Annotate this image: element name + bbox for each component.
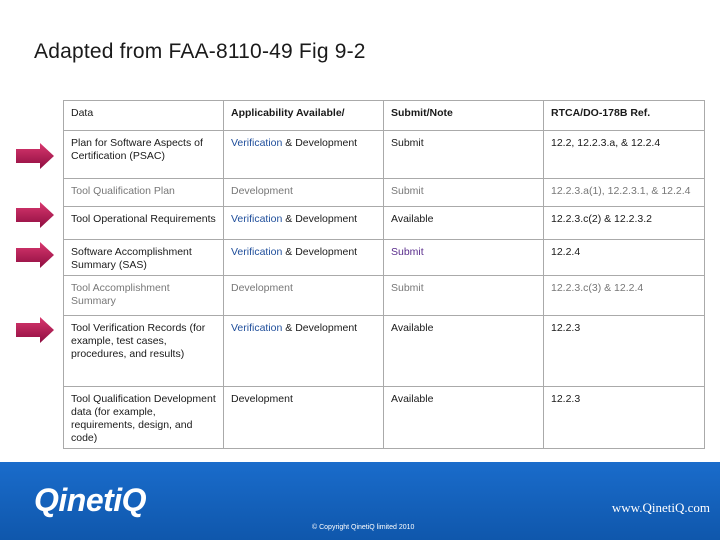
cell-reference: 12.2.3.c(3) & 12.2.4 (544, 276, 705, 316)
header-data: Data (64, 101, 224, 131)
cell-applicability (224, 276, 384, 316)
table-row (64, 240, 705, 276)
applicability-rest: & Development (282, 213, 358, 225)
cell-reference: 12.2, 12.2.3.a, & 12.2.4 (544, 131, 705, 179)
cell-data: Plan for Software Aspects of Certification (PSAC) (64, 131, 224, 179)
cell-submit: Available (384, 316, 544, 387)
cell-data: Tool Qualification Development data (for example, requirements, design, and code) (64, 387, 224, 449)
table-row (64, 276, 705, 316)
footer-bar (0, 462, 720, 540)
cell-applicability (224, 131, 384, 179)
cell-data: Tool Qualification Plan (64, 179, 224, 207)
arrow-icon (16, 202, 54, 228)
applicability-verification: Verification (231, 322, 283, 334)
cell-applicability (224, 240, 384, 276)
applicability-verification: Verification (231, 213, 283, 225)
applicability-rest: Development (231, 393, 293, 405)
cell-data: Tool Operational Requirements (64, 207, 224, 240)
table-row (64, 179, 705, 207)
arrow-icon (16, 242, 54, 268)
arrow-icon (16, 143, 54, 169)
qinetiq-logo: QinetiQ (34, 482, 147, 518)
applicability-rest: Development (231, 282, 293, 294)
cell-reference: 12.2.4 (544, 240, 705, 276)
cell-submit: Submit (384, 276, 544, 316)
cell-submit: Available (384, 387, 544, 449)
header-submit-note: Submit/Note (384, 101, 544, 131)
copyright-text: © Copyright QinetiQ limited 2010 (312, 524, 415, 531)
table-row (64, 207, 705, 240)
header-reference: RTCA/DO-178B Ref. (544, 101, 705, 131)
header-applicability: Applicability Available/ (224, 101, 384, 131)
cell-submit: Submit (384, 179, 544, 207)
applicability-rest: & Development (282, 137, 358, 149)
cell-reference: 12.2.3 (544, 316, 705, 387)
cell-data: Software Accomplishment Summary (SAS) (64, 240, 224, 276)
applicability-verification: Verification (231, 246, 283, 258)
cell-submit: Submit (384, 131, 544, 179)
data-table (63, 100, 705, 449)
cell-reference: 12.2.3.a(1), 12.2.3.1, & 12.2.4 (544, 179, 705, 207)
table-row (64, 316, 705, 387)
cell-applicability (224, 316, 384, 387)
cell-applicability (224, 387, 384, 449)
cell-reference: 12.2.3.c(2) & 12.2.3.2 (544, 207, 705, 240)
cell-data: Tool Accomplishment Summary (64, 276, 224, 316)
arrow-icon (16, 317, 54, 343)
table-row (64, 387, 705, 449)
website-link[interactable]: www.QinetiQ.com (611, 500, 710, 515)
applicability-rest: & Development (282, 246, 358, 258)
cell-submit: Submit (384, 240, 544, 276)
cell-data: Tool Verification Records (for example, test cases, procedures, and results) (64, 316, 224, 387)
applicability-rest: Development (231, 185, 293, 197)
cell-applicability (224, 207, 384, 240)
table-header-row (64, 101, 705, 131)
cell-submit: Available (384, 207, 544, 240)
cell-applicability (224, 179, 384, 207)
applicability-rest: & Development (282, 322, 358, 334)
applicability-verification: Verification (231, 137, 283, 149)
slide-title: Adapted from FAA-8110-49 Fig 9-2 (34, 40, 366, 63)
table-row (64, 131, 705, 179)
cell-reference: 12.2.3 (544, 387, 705, 449)
